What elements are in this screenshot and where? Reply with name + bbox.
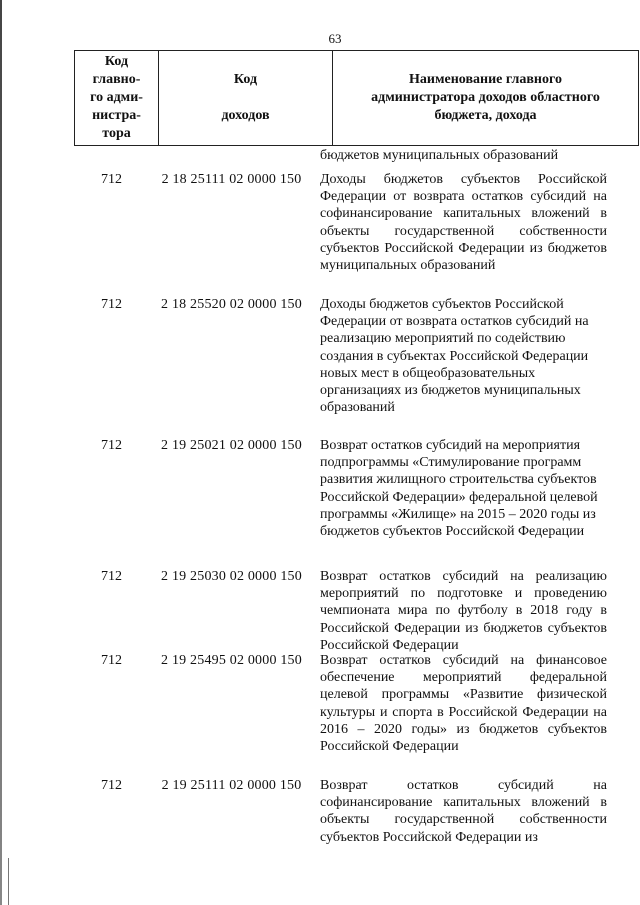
income-name-cell: Возврат остатков субсидий на реализацию мероприятий по подготовке и проведению чемпионата мира по футболу в 2018 году в Российской Федерации из бюджетов субъектов Российской Федерации	[320, 569, 607, 653]
income-code-cell: 2 18 25520 02 0000 150	[161, 297, 302, 312]
header-admin-line: Код	[104, 54, 129, 69]
table-row	[74, 652, 611, 777]
income-name-cell: Возврат остатков субсидий на софинансирование капитальных вложений в объекты государственной собственности субъектов Российской Федерации из	[320, 778, 607, 845]
table-row	[74, 147, 611, 171]
header-admin-line: главно-	[92, 72, 141, 87]
header-admin-line: го адми-	[90, 90, 143, 105]
table-row	[74, 568, 611, 652]
income-name-cell: Доходы бюджетов субъектов Российской Федерации от возврата остатков субсидий на реализацию мероприятий по содействию создания в субъектах Российской Федерации новых мест в общеобразовательных организациях из бюджетов муниципальных образований	[320, 297, 589, 416]
income-code-cell: 2 19 25021 02 0000 150	[161, 438, 302, 453]
income-code-cell: 2 19 25030 02 0000 150	[161, 569, 302, 584]
table-row	[74, 296, 611, 437]
income-name-cell: Возврат остатков субсидий на мероприятия подпрограммы «Стимулирование программ развития жилищного строительства субъектов Российской Федерации» федеральной целевой программы «Жилище» на 2015 – 2020 годы из бюджетов субъектов Российской Федерации	[320, 438, 598, 540]
admin-code-cell: 712	[101, 172, 122, 187]
admin-code-cell: 712	[101, 297, 122, 312]
table-row	[74, 171, 611, 296]
table-body	[74, 147, 611, 877]
table-header	[74, 50, 639, 146]
header-income-line: доходов	[221, 108, 270, 123]
header-admin-line: тора	[102, 126, 131, 141]
header-name-line: администратора доходов областного	[371, 90, 600, 105]
income-name-cell: бюджетов муниципальных образований	[320, 148, 559, 163]
header-name	[333, 51, 639, 146]
admin-code-cell: 712	[101, 653, 122, 668]
page-number: 63	[328, 31, 342, 46]
header-income-line: Код	[233, 72, 258, 87]
header-name-line: бюджета, дохода	[434, 108, 537, 123]
header-income-code	[159, 51, 333, 146]
income-name-cell: Доходы бюджетов субъектов Российской Федерации от возврата остатков субсидий на софинансирование капитальных вложений в объекты государственной собственности субъектов Российской Федерации из бюджетов муниципальных образований	[320, 172, 607, 274]
header-admin-code	[75, 51, 159, 146]
table-row	[74, 777, 611, 877]
income-code-cell: 2 19 25111 02 0000 150	[161, 778, 302, 793]
income-code-cell	[149, 147, 314, 171]
scan-edge	[0, 0, 2, 905]
income-code-cell: 2 18 25111 02 0000 150	[161, 172, 302, 187]
table-row	[74, 437, 611, 568]
header-name-line: Наименование главного	[409, 72, 562, 87]
income-code-cell: 2 19 25495 02 0000 150	[161, 653, 302, 668]
admin-code-cell	[74, 147, 149, 171]
admin-code-cell: 712	[101, 778, 122, 793]
admin-code-cell: 712	[101, 569, 122, 584]
income-name-cell: Возврат остатков субсидий на финансовое обеспечение мероприятий федеральной целевой программы «Развитие физической культуры и спорта в Российской Федерации на 2016 – 2020 годы» из бюджетов субъектов Российской Федерации	[320, 653, 607, 755]
scan-edge-mark	[8, 858, 9, 905]
header-admin-line: нистра-	[92, 108, 141, 123]
admin-code-cell: 712	[101, 438, 122, 453]
